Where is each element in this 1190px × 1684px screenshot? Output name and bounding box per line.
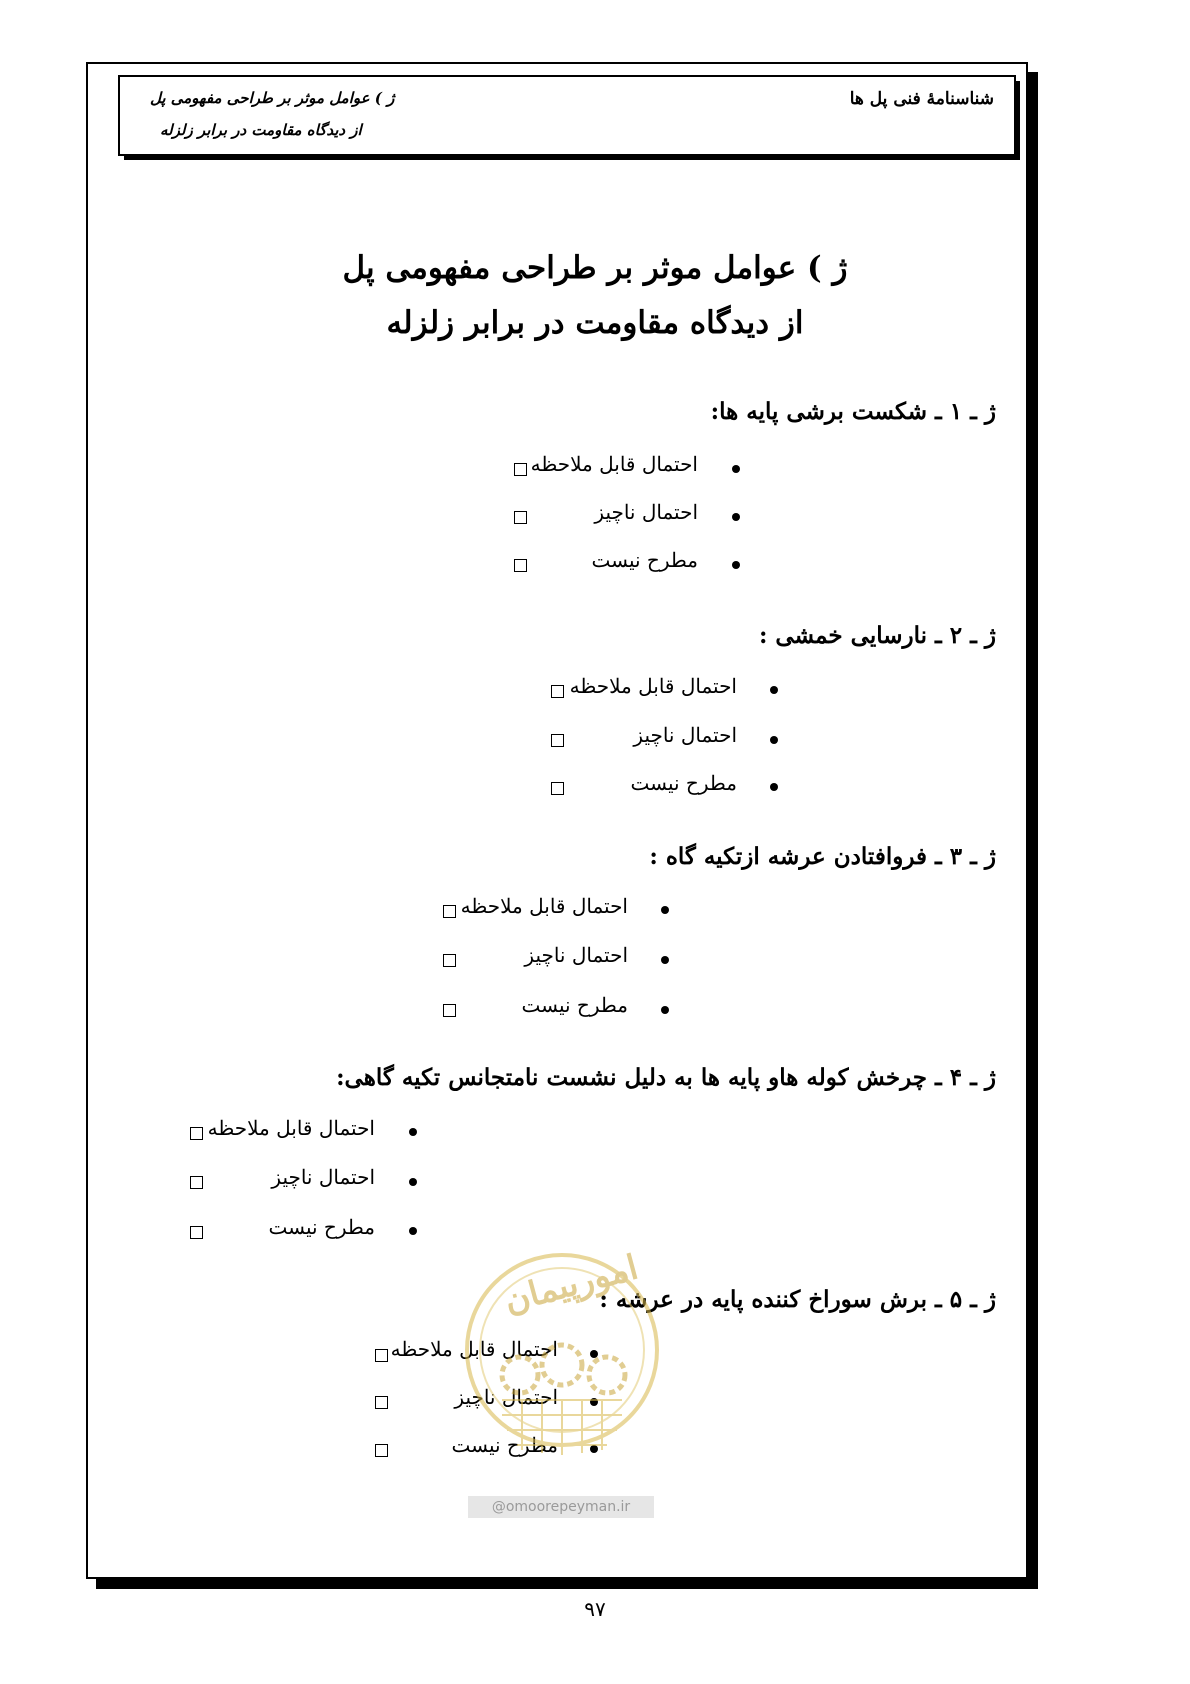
bullet-icon	[770, 736, 778, 744]
option-label: احتمال ناچیز	[271, 1165, 375, 1189]
bullet-icon	[770, 783, 778, 791]
checkbox[interactable]	[551, 685, 564, 698]
bullet-icon	[732, 561, 740, 569]
header-chapter-line-1: ژ ) عوامل موثر بر طراحی مفهومی پل	[150, 89, 395, 107]
option-label: مطرح نیست	[521, 993, 628, 1017]
bullet-icon	[732, 513, 740, 521]
checkbox[interactable]	[443, 1004, 456, 1017]
option-label: مطرح نیست	[591, 548, 698, 572]
option-label: احتمال ناچیز	[524, 943, 628, 967]
checkbox[interactable]	[551, 782, 564, 795]
checkbox[interactable]	[190, 1127, 203, 1140]
header-box	[118, 75, 1016, 156]
bullet-icon	[661, 906, 669, 914]
section-heading-3: ژ ـ ۳ ـ فروافتادن عرشه ازتکیه گاه :	[649, 843, 996, 870]
page-number: ۹۷	[584, 1597, 606, 1621]
checkbox[interactable]	[190, 1226, 203, 1239]
header-book-title: شناسنامهٔ فنی پل ها	[849, 89, 994, 109]
bullet-icon	[661, 956, 669, 964]
section-heading-2: ژ ـ ۲ ـ نارسایی خمشی :	[758, 622, 996, 649]
option-label: احتمال ناچیز	[594, 500, 698, 524]
bullet-icon	[770, 686, 778, 694]
option-label: مطرح نیست	[630, 771, 737, 795]
checkbox[interactable]	[443, 954, 456, 967]
option-label: احتمال قابل ملاحظه	[569, 674, 737, 698]
option-label: احتمال ناچیز	[633, 723, 737, 747]
bullet-icon	[732, 465, 740, 473]
checkbox[interactable]	[551, 734, 564, 747]
option-label: احتمال قابل ملاحظه	[530, 452, 698, 476]
checkbox[interactable]	[514, 559, 527, 572]
bullet-icon	[409, 1227, 417, 1235]
option-label: احتمال قابل ملاحظه	[207, 1116, 375, 1140]
bullet-icon	[409, 1178, 417, 1186]
option-label: مطرح نیست	[451, 1433, 558, 1457]
checkbox[interactable]	[514, 463, 527, 476]
option-label: احتمال ناچیز	[454, 1385, 558, 1409]
watermark-caption: @omoorepeyman.ir	[468, 1496, 654, 1518]
checkbox[interactable]	[514, 511, 527, 524]
bullet-icon	[661, 1006, 669, 1014]
checkbox[interactable]	[190, 1176, 203, 1189]
watermark-logo-text: امورپیمان	[500, 1247, 643, 1322]
watermark-logo	[462, 1225, 662, 1495]
checkbox[interactable]	[375, 1349, 388, 1362]
checkbox[interactable]	[375, 1396, 388, 1409]
checkbox[interactable]	[375, 1444, 388, 1457]
checkbox[interactable]	[443, 905, 456, 918]
option-label: احتمال قابل ملاحظه	[460, 894, 628, 918]
page-title-line-2: از دیدگاه مقاومت در برابر زلزله	[386, 305, 804, 341]
option-label: احتمال قابل ملاحظه	[390, 1337, 558, 1361]
section-heading-4: ژ ـ ۴ ـ چرخش کوله هاو پایه ها به دلیل نشست نامتجانس تکیه گاهی:	[336, 1064, 996, 1091]
bullet-icon	[409, 1128, 417, 1136]
header-chapter-line-2: از دیدگاه مقاومت در برابر زلزله	[160, 121, 362, 139]
option-label: مطرح نیست	[268, 1215, 375, 1239]
section-heading-1: ژ ـ ۱ ـ شکست برشی پایه ها:	[710, 398, 996, 425]
section-heading-5: ژ ـ ۵ ـ برش سوراخ کننده پایه در عرشه :	[599, 1286, 996, 1313]
page-title-line-1: ژ ) عوامل موثر بر طراحی مفهومی پل	[342, 250, 848, 286]
